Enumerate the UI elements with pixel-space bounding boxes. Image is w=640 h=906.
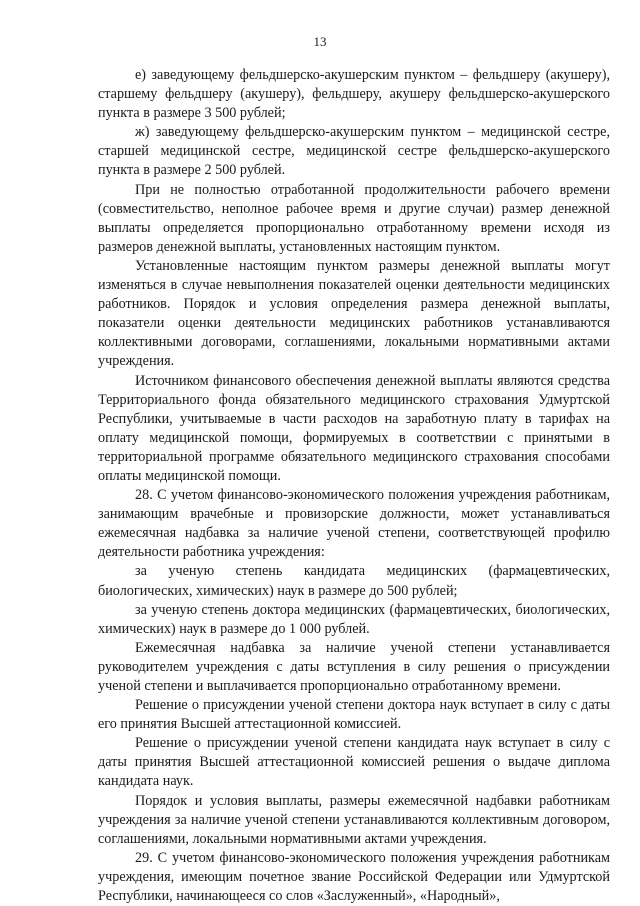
paragraph-procedure: Порядок и условия выплаты, размеры ежемесячной надбавки работникам учреждения за наличие ученой степени устанавливаются коллективным договором, соглашениями, локальными нормативными актами учреждения. [98,792,610,847]
paragraph-item-zh: ж) заведующему фельдшерско-акушерским пунктом – медицинской сестре, старшей медицинской сестре, медицинской сестре фельдшерско-акушерского пункта в размере 2 500 рублей. [98,124,610,179]
page-number: 13 [313,34,327,49]
paragraph-doctor-decision: Решение о присуждении ученой степени доктора наук вступает в силу с даты его принятия Высшей аттестационной комиссией. [98,697,610,733]
paragraph-candidate-decision: Решение о присуждении ученой степени кандидата наук вступает в силу с даты принятия Высшей аттестационной комиссией решения о выдаче диплома кандидата наук. [98,735,610,790]
paragraph-allowance-established: Ежемесячная надбавка за наличие ученой степени устанавливается руководителем учреждения с даты вступления в силу решения о присуждении ученой степени и выплачивается пропорционально отработанному времени. [98,639,610,694]
paragraph-funding-source: Источником финансового обеспечения денежной выплаты являются средства Территориального фонда обязательного медицинского страхования Удмуртской Республики, учитываемые в части расходов на заработную плату в тарифах на оплату медицинской помощи, формируемых в соответствии с принятыми в территориальной программе обязательного медицинского страхования способами оплаты медицинской помощи. [98,372,610,484]
paragraph-part-time: При не полностью отработанной продолжительности рабочего времени (совместительство, неполное рабочее время и другие случаи) размер денежной выплаты определяется пропорционально отработанному времени исходя из размеров денежной выплаты, установленных настоящим пунктом. [98,181,610,255]
paragraph-item-e: е) заведующему фельдшерско-акушерским пунктом – фельдшеру (акушеру), старшему фельдшеру (акушеру), фельдшеру, акушеру фельдшерско-акушерского пункта в размере 3 500 рублей; [98,67,610,122]
document-body [98,66,610,906]
paragraph-clause-28: 28. С учетом финансово-экономического положения учреждения работникам, занимающим врачебные и провизорские должности, может устанавливаться ежемесячная надбавка за наличие ученой степени, соответствующей профилю деятельности работника учреждения: [98,487,610,561]
paragraph-candidate-degree: за ученую степень кандидата медицинских (фармацевтических, биологических, химических) наук в размере до 500 рублей; [98,563,610,599]
paragraph-doctor-degree: за ученую степень доктора медицинских (фармацевтических, биологических, химических) наук в размере до 1 000 рублей. [98,601,610,637]
paragraph-payment-change: Установленные настоящим пунктом размеры денежной выплаты могут изменяться в случае невыполнения показателей оценки деятельности медицинских работников. Порядок и условия определения размера денежной выплаты, показатели оценки деятельности медицинских работников устанавливаются коллективными договорами, соглашениями, локальными нормативными актами учреждения. [98,257,610,370]
paragraph-clause-29: 29. С учетом финансово-экономического положения учреждения работникам учреждения, имеющим почетное звание Российской Федерации или Удмуртской Республики, начинающееся со слов «Заслуженный», «Народный», [98,849,610,905]
